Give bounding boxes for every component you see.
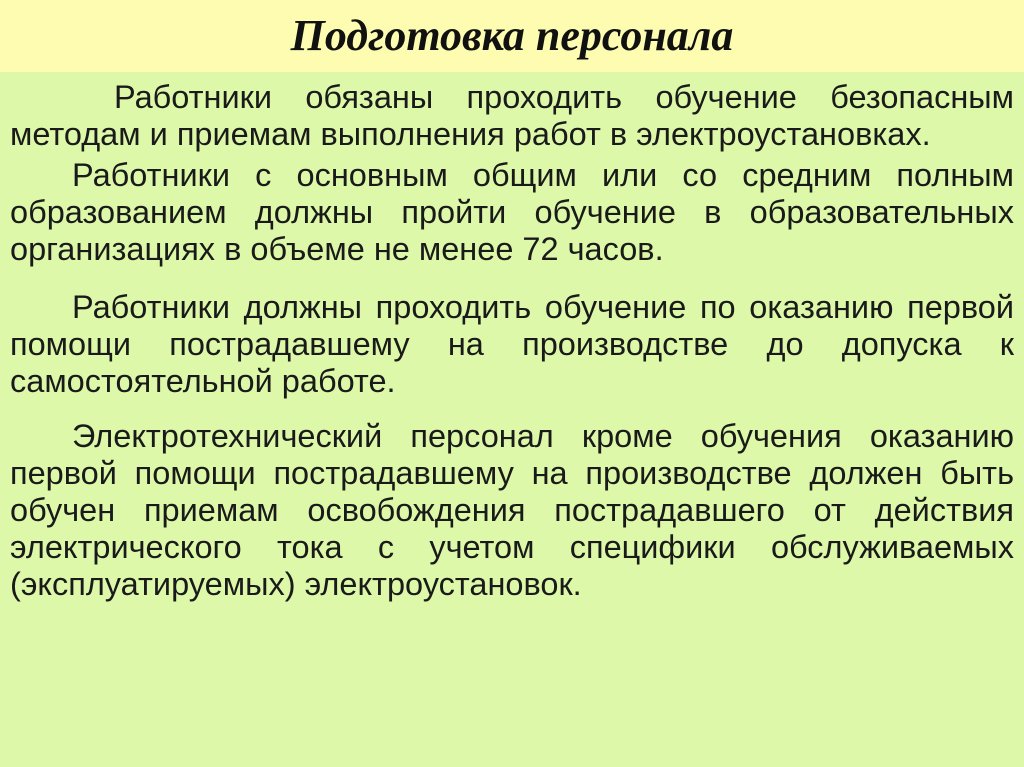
- paragraph-education-requirement: Работники с основным общим или со средним полным образованием должны пройти обучение в образовательных организациях в объеме не менее 72 часов.: [10, 157, 1014, 267]
- paragraph-first-aid: Работники должны проходить обучение по оказанию первой помощи пострадавшему на производстве до допуска к самостоятельной работе.: [10, 289, 1014, 399]
- paragraph-electrical-staff: Электротехнический персонал кроме обучения оказанию первой помощи пострадавшему на производстве должен быть обучен приемам освобождения пострадавшего от действия электрического тока с учетом специфики обслуживаемых (эксплуатируемых) электроустановок.: [10, 418, 1014, 602]
- slide-body: [10, 79, 1014, 603]
- slide-title: Подготовка персонала: [290, 11, 734, 60]
- title-bar: [0, 0, 1024, 72]
- paragraph-training-obligation: Работники обязаны проходить обучение безопасным методам и приемам выполнения работ в электроустановках.: [10, 79, 1014, 152]
